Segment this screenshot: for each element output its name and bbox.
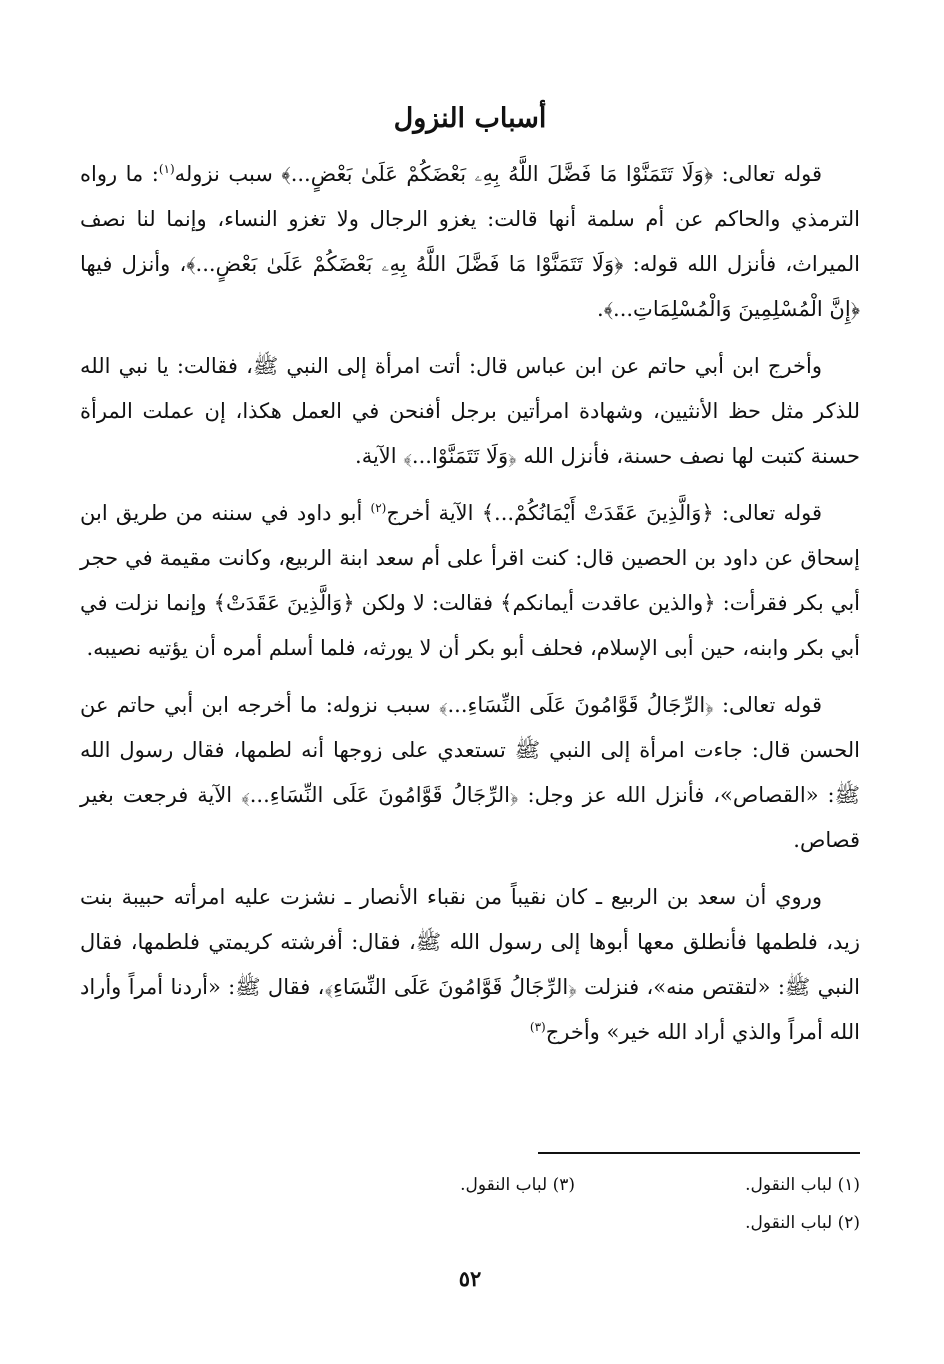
paragraph-2-text: وأخرج ابن أبي حاتم عن ابن عباس قال: أتت امرأة إلى النبي ﷺ، فقالت: يا نبي الله للذكر مثل حظ الأنثيين، وشهادة امرأتين برجل أفنحن في العمل هكذا، إن عملت المرأة حسنة كتبت لها نصف حسنة، فأنزل الله ﴿وَلَا تَتَمَنَّوْا...﴾ الآية. xyxy=(80,354,860,468)
footnote-1: (١) لباب النقول. xyxy=(745,1175,860,1195)
footnote-3: (٣) لباب النقول. xyxy=(460,1175,575,1195)
book-page xyxy=(80,0,860,1364)
paragraph-1-text-cont: : ما رواه الترمذي والحاكم عن أم سلمة أنها قالت: يغزو الرجال ولا تغزو النساء، وإنما لنا نصف الميراث، فأنزل الله قوله: ﴿وَلَا تَتَمَنَّوْا مَا فَضَّلَ اللَّهُ بِهِۦ بَعْضَكُمْ عَلَىٰ بَعْضٍ...﴾، وأنزل فيها ﴿إِنَّ الْمُسْلِمِينَ وَالْمُسْلِمَاتِ...﴾. xyxy=(80,162,860,321)
paragraph-3-text-cont: أبو داود في سننه من طريق ابن إسحاق عن داود بن الحصين قال: كنت اقرأ على أم سعد ابنة الربيع، وكانت مقيمة في حجر أبي بكر فقرأت: ﴿والذين عاقدت أيمانكم﴾ فقالت: لا ولكن ﴿وَالَّذِينَ عَقَدَتْ﴾ وإنما نزلت في أبي بكر وابنه، حين أبى الإسلام، فحلف أبو بكر أن لا يورثه، فلما أسلم أمره أن يؤتيه نصيبه. xyxy=(80,501,860,660)
paragraph-2 xyxy=(80,344,860,479)
footnotes xyxy=(80,1166,860,1242)
paragraph-1 xyxy=(80,152,860,332)
paragraph-4 xyxy=(80,683,860,863)
main-text xyxy=(80,152,860,1067)
footnote-ref-3: (٣) xyxy=(529,1020,546,1034)
footnote-2: (٢) لباب النقول. xyxy=(745,1213,860,1233)
paragraph-4-text: قوله تعالى: ﴿الرِّجَالُ قَوَّامُونَ عَلَى النِّسَاءِ...﴾ سبب نزوله: ما أخرجه ابن أبي حاتم عن الحسن قال: جاءت امرأة إلى النبي ﷺ تستعدي على زوجها أنه لطمها، فقال رسول الله ﷺ: «القصاص»، فأنزل الله عز وجل: ﴿الرِّجَالُ قَوَّامُونَ عَلَى النِّسَاءِ...﴾ الآية فرجعت بغير قصاص. xyxy=(80,693,860,852)
page-title: أسباب النزول xyxy=(393,103,547,134)
footnote-row xyxy=(80,1166,860,1204)
footnote-divider xyxy=(538,1152,860,1154)
paragraph-5 xyxy=(80,875,860,1055)
paragraph-5-text: وروي أن سعد بن الربيع ـ كان نقيباً من نقباء الأنصار ـ نشزت عليه امرأته حبيبة بنت زيد، فلطمها فأنطلق معها أبوها إلى رسول الله ﷺ، فقال: أفرشته كريمتي فلطمها، فقال النبي ﷺ: «لتقتص منه»، فنزلت ﴿الرِّجَالُ قَوَّامُونَ عَلَى النِّسَاءِ﴾، فقال ﷺ: «أردنا أمراً وأراد الله أمراً والذي أراد الله خير» وأخرج xyxy=(80,885,860,1044)
paragraph-3 xyxy=(80,491,860,671)
footnote-ref-1: (١) xyxy=(158,162,175,176)
footnote-row xyxy=(80,1204,860,1242)
footnote-ref-2: (٢) xyxy=(370,501,387,515)
paragraph-1-text: قوله تعالى: ﴿وَلَا تَتَمَنَّوْا مَا فَضَّلَ اللَّهُ بِهِۦ بَعْضَكُمْ عَلَىٰ بَعْضٍ...﴾ سبب نزوله xyxy=(174,162,822,186)
page-number: ٥٢ xyxy=(458,1266,482,1291)
paragraph-3-text: قوله تعالى: ﴿وَالَّذِينَ عَقَدَتْ أَيْمَانُكُمْ...﴾ الآية أخرج xyxy=(386,501,823,525)
